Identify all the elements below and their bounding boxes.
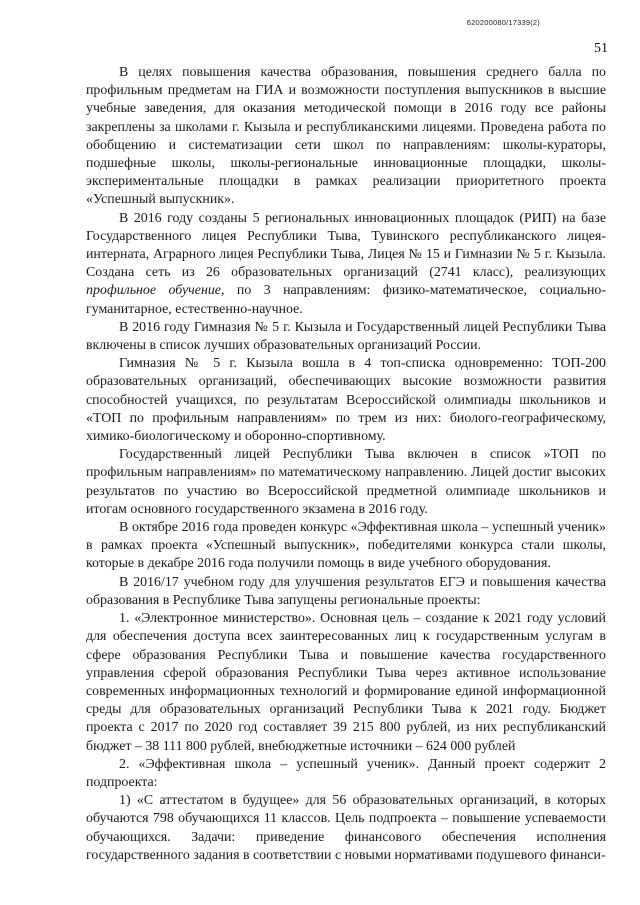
paragraph-contest: В октябре 2016 года проведен конкурс «Эффективная школа – успешный ученик» в рамках проекта «Успешный выпускник», победителями конкурса стали школы, которые в декабре 2016 года получили помощь в виде учебного оборудования. xyxy=(86,520,606,572)
paragraph-best-schools: В 2016 году Гимназия № 5 г. Кызыла и Государственный лицей Республики Тыва включены в список лучших образовательных организаций России. xyxy=(86,319,606,354)
paragraph-methodical-support: В целях повышения качества образования, повышения среднего балла по профильным предметам на ГИА и возможности поступления выпускников в высшие учебные заведения, для оказания методической помощи в 2016 году все районы закреплены за школами г. Кызыла и республиканскими лицеями. Проведена работа по обобщению и систематизации сети школ по направлениям: школы-кураторы, подшефные школы, школы-региональные инновационные площадки, школы-экспериментальные площадки в рамках реализации приоритетного проекта «Успешный выпускник». xyxy=(86,65,606,208)
paragraph-innovation-sites-tail: , по 3 направлениям: физико-математическое, социально-гуманитарное, естественно-научное. xyxy=(86,283,606,317)
paragraph-electronic-ministry: 1. «Электронное министерство». Основная цель – создание к 2021 году условий для обеспечения доступа всех заинтересованных лиц к государственным услугам в сфере образования Республики Тыва и повышение качества государственного управления сферой образования Республики Тыва через активное использование современных информационных технологий и формирование единой информационной среды для образовательных организаций Республики Тыва к 2021 году. Бюджет проекта с 2017 по 2020 год составляет 39 215 800 рублей, из них республиканский бюджет – 38 111 800 рублей, внебюджетные источники – 624 000 рублей xyxy=(86,611,606,754)
paragraph-lyceum-rankings: Государственный лицей Республики Тыва включен в список »ТОП по профильным направлениям» по математическому направлению. Лицей достиг высоких результатов по участию во Всероссийской предметной олимпиаде школьников и итогам основного государственного экзамена в 2016 году. xyxy=(86,447,606,517)
paragraph-regional-projects: В 2016/17 учебном году для улучшения результатов ЕГЭ и повышения качества образования в Республике Тыва запущены региональные проекты: xyxy=(86,574,606,608)
paragraph-effective-school: 2. «Эффективная школа – успешный ученик». Данный проект содержит 2 подпроекта: xyxy=(86,756,606,790)
paragraph-innovation-sites xyxy=(86,210,606,319)
page-body xyxy=(86,64,606,865)
emphasis-profile-education: профильное обучение xyxy=(86,283,221,299)
paragraph-innovation-sites-text: В 2016 году созданы 5 региональных инновационных площадок (РИП) на базе Государственного лицея Республики Тыва, Тувинского республиканского лицея-интерната, Аграрного лицея Республики Тыва, Лицея № 15 и Гимназии № 5 г. Кызыла. Создана сеть из 26 образовательных организаций (2741 класс), реализующих xyxy=(86,210,606,281)
paragraph-certificate-future: 1) «С аттестатом в будущее» для 56 образовательных организаций, в которых обучаются 798 обучающихся 11 классов. Цель подпроекта – повышение успеваемости обучающихся. Задачи: приведение финансового обеспечения исполнения государственного задания в соответствии с новыми нормативами подушевого финанси- xyxy=(86,793,606,863)
paragraph-gymnasium-rankings: Гимназия № 5 г. Кызыла вошла в 4 топ-списка одновременно: ТОП-200 образовательных организаций, обеспечивающих высокие возможности развития способностей учащихся, по результатам Всероссийской олимпиады школьников и «ТОП по профильным направлениям» по трем из них: биолого-географическому, химико-биологическому и оборонно-спортивному. xyxy=(86,356,606,445)
document-code: 620200080/17339(2) xyxy=(466,18,540,27)
page-number: 51 xyxy=(594,41,608,56)
